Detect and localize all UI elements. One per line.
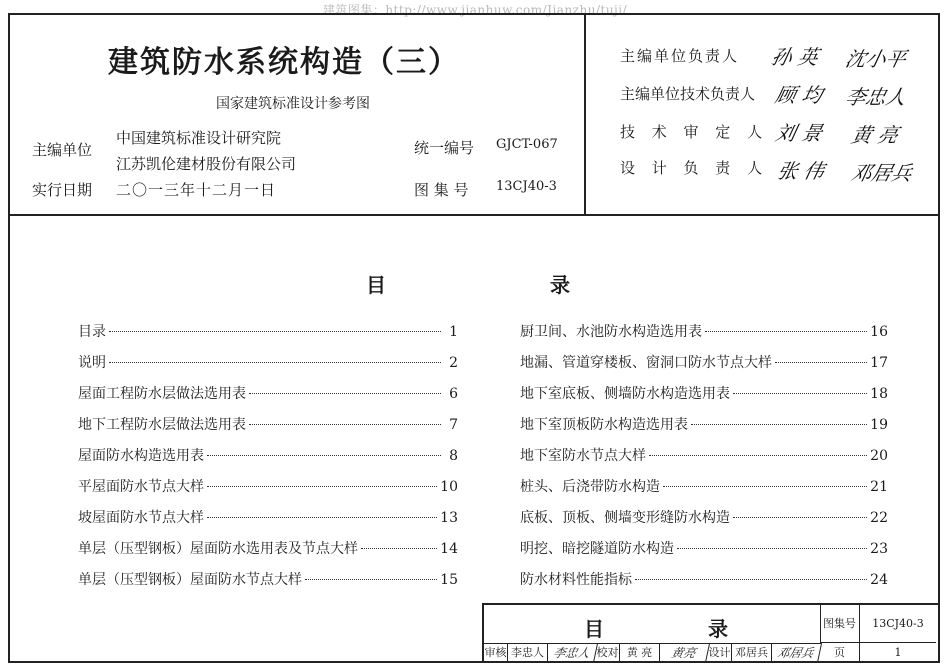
check-name: 黄 亮 — [620, 643, 660, 663]
atlas-title: 建筑防水系统构造（三） — [108, 45, 460, 80]
toc-entry-label: 屋面工程防水层做法选用表 — [78, 386, 246, 402]
toc-entry[interactable] — [78, 476, 458, 507]
toc-entry-page: 20 — [870, 448, 888, 464]
toc-entry-page: 19 — [870, 417, 888, 433]
toc-entry-label: 地漏、管道穿楼板、窗洞口防水节点大样 — [520, 355, 772, 371]
check-label: 校对 — [596, 643, 620, 663]
responsible-role: 设 计 负 责 人 — [620, 159, 769, 177]
toc-entry-page: 13 — [440, 510, 458, 526]
review-signature: 李忠人 — [546, 643, 598, 663]
toc-entry-page: 23 — [870, 541, 888, 557]
drawing-frame — [8, 13, 940, 663]
responsible-role: 主编单位负责人 — [620, 47, 740, 65]
toc-entry[interactable] — [78, 569, 458, 600]
design-label: 设计 — [708, 643, 732, 663]
toc-entry[interactable] — [78, 352, 458, 383]
toc-entry-page: 14 — [440, 541, 458, 557]
signature: 邓居兵 — [849, 161, 915, 185]
date-value: 二〇一三年十二月一日 — [116, 181, 277, 199]
toc-entry-label: 地下室底板、侧墙防水构造选用表 — [520, 386, 730, 402]
leader-dots — [249, 393, 441, 394]
toc-heading-b: 录 — [550, 273, 570, 297]
toc-entry-label: 防水材料性能指标 — [520, 572, 632, 588]
toc-entry-label: 地下室防水节点大样 — [520, 448, 646, 464]
toc-entry-label: 坡屋面防水节点大样 — [78, 510, 204, 526]
toc-entry-label: 地下室顶板防水构造选用表 — [520, 417, 688, 433]
leader-dots — [109, 362, 441, 363]
signature: 刘 景 — [773, 121, 825, 145]
atlas-number-value: 13CJ40-3 — [860, 605, 936, 643]
toc-entry-page: 7 — [449, 417, 458, 433]
leader-dots — [207, 486, 437, 487]
toc-entry-label: 地下工程防水层做法选用表 — [78, 417, 246, 433]
leader-dots — [733, 393, 867, 394]
toc-entry[interactable] — [520, 445, 888, 476]
toc-entry[interactable] — [520, 569, 888, 600]
toc-entry-page: 18 — [870, 386, 888, 402]
leader-dots — [677, 548, 867, 549]
editor-unit-label: 主编单位 — [32, 141, 93, 159]
page-value: 1 — [894, 646, 902, 659]
toc-entry-label: 明挖、暗挖隧道防水构造 — [520, 541, 674, 557]
leader-dots — [305, 579, 437, 580]
design-name: 邓居兵 — [732, 643, 772, 663]
signature: 张 伟 — [775, 159, 827, 183]
toc-entry-page: 21 — [870, 479, 888, 495]
toc-entry-label: 厨卫间、水池防水构造选用表 — [520, 324, 702, 340]
signature: 沈小平 — [843, 47, 909, 71]
header-divider — [584, 15, 586, 214]
review-name: 李忠人 — [508, 643, 548, 663]
signature: 顾 均 — [773, 83, 825, 107]
signature: 黄 亮 — [849, 123, 901, 147]
design-signature: 邓居兵 — [770, 643, 822, 663]
atlas-number-label: 图 集 号 — [414, 181, 469, 199]
toc-entry[interactable] — [520, 414, 888, 445]
toc-entry[interactable] — [78, 445, 458, 476]
toc-entry[interactable] — [520, 352, 888, 383]
toc-heading-a: 目 — [366, 273, 386, 297]
leader-dots — [691, 424, 867, 425]
toc-entry[interactable] — [78, 414, 458, 445]
leader-dots — [775, 362, 867, 363]
check-signature: 黄亮 — [658, 643, 710, 663]
leader-dots — [207, 455, 441, 456]
leader-dots — [733, 517, 867, 518]
page-label: 页 — [820, 643, 860, 663]
toc-entry-label: 桩头、后浇带防水构造 — [520, 479, 660, 495]
toc-entry[interactable] — [520, 538, 888, 569]
leader-dots — [109, 331, 441, 332]
toc-entry[interactable] — [520, 507, 888, 538]
toc-entry-label: 单层（压型钢板）屋面防水节点大样 — [78, 572, 302, 588]
leader-dots — [361, 548, 437, 549]
toc-entry-page: 16 — [870, 324, 888, 340]
leader-dots — [207, 517, 437, 518]
toc-entry[interactable] — [78, 538, 458, 569]
atlas-subtitle: 国家建筑标准设计参考图 — [216, 96, 370, 112]
toc-entry-page: 2 — [449, 355, 458, 371]
toc-right-column — [520, 321, 888, 600]
toc-entry[interactable] — [78, 507, 458, 538]
review-label: 审核 — [484, 643, 508, 663]
toc-entry-label: 平屋面防水节点大样 — [78, 479, 204, 495]
leader-dots — [249, 424, 441, 425]
title-block-title-b: 录 — [708, 617, 728, 641]
toc-entry-label: 单层（压型钢板）屋面防水选用表及节点大样 — [78, 541, 358, 557]
leader-dots — [649, 455, 867, 456]
header — [10, 15, 938, 216]
date-label: 实行日期 — [32, 181, 93, 199]
responsible-role: 技 术 审 定 人 — [620, 123, 769, 141]
leader-dots — [635, 579, 867, 580]
toc-entry-label: 目录 — [78, 324, 106, 340]
toc-entry-label: 底板、顶板、侧墙变形缝防水构造 — [520, 510, 730, 526]
atlas-number-label: 图集号 — [820, 605, 860, 643]
title-block-title-a: 目 — [584, 617, 604, 641]
responsible-role: 主编单位技术负责人 — [620, 85, 756, 103]
toc-entry-page: 6 — [449, 386, 458, 402]
toc-entry-page: 24 — [870, 572, 888, 588]
toc-entry[interactable] — [78, 383, 458, 414]
toc-entry[interactable] — [520, 383, 888, 414]
atlas-number-value: 13CJ40-3 — [496, 179, 557, 194]
toc-entry-label: 屋面防水构造选用表 — [78, 448, 204, 464]
title-block — [482, 603, 938, 663]
toc-entry-page: 15 — [440, 572, 458, 588]
signature: 孙 英 — [769, 45, 821, 69]
signature: 李忠人 — [843, 85, 909, 109]
toc-entry-label: 说明 — [78, 355, 106, 371]
serial-value: GJCT-067 — [496, 137, 558, 152]
toc-entry-page: 10 — [440, 479, 458, 495]
title-block-title — [484, 605, 821, 644]
toc-left-column — [78, 321, 458, 600]
toc-entry-page: 8 — [449, 448, 458, 464]
toc-entry-page: 17 — [870, 355, 888, 371]
watermark: 建筑图集：http://www.jianhuw.com/Jianzhu/tuji/ — [322, 3, 628, 17]
toc-entry[interactable] — [520, 476, 888, 507]
editor-unit-1: 中国建筑标准设计研究院 — [116, 129, 282, 147]
leader-dots — [705, 331, 867, 332]
toc-entry-page: 22 — [870, 510, 888, 526]
editor-unit-2: 江苏凯伦建材股份有限公司 — [116, 155, 297, 173]
serial-label: 统一编号 — [414, 139, 475, 157]
leader-dots — [663, 486, 867, 487]
toc-entry-page: 1 — [449, 324, 458, 340]
toc-entry[interactable] — [520, 321, 888, 352]
toc-entry[interactable] — [78, 321, 458, 352]
